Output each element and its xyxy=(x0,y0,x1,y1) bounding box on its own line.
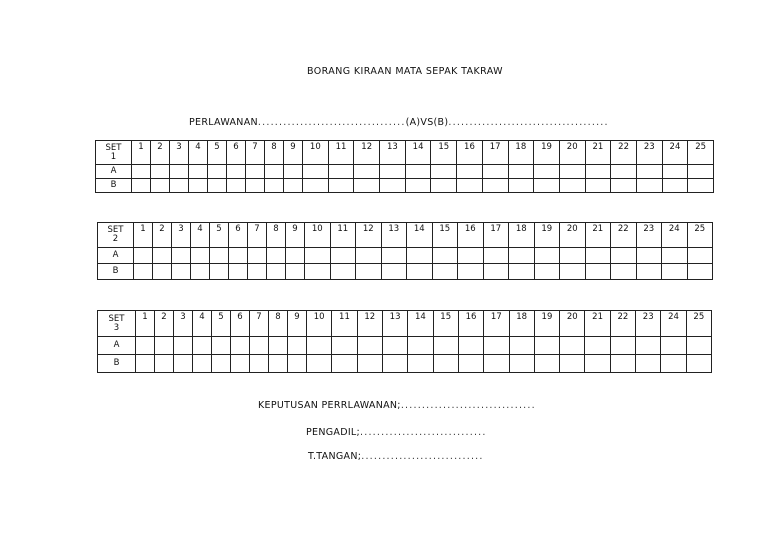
point-number-header: 13 xyxy=(380,141,406,165)
result-label: KEPUTUSAN PERRLAWANAN; xyxy=(258,400,401,411)
team-a-score-cell[interactable] xyxy=(483,248,509,264)
score-table-set-1 xyxy=(95,140,714,193)
team-a-label: A xyxy=(98,248,134,264)
team-a-score-cell[interactable] xyxy=(509,337,534,355)
team-a-score-cell[interactable] xyxy=(585,248,611,264)
score-table-set-3 xyxy=(97,310,712,373)
team-a-score-cell[interactable] xyxy=(265,165,284,179)
team-a-score-cell[interactable] xyxy=(534,165,560,179)
point-number-header: 17 xyxy=(482,141,508,165)
team-b-score-cell[interactable] xyxy=(288,355,307,373)
point-number-header: 1 xyxy=(136,311,155,337)
match-team-a-blank[interactable]: ................................... xyxy=(257,117,406,128)
team-a-score-cell[interactable] xyxy=(193,337,212,355)
point-number-header: 4 xyxy=(191,223,210,248)
team-a-score-cell[interactable] xyxy=(560,337,585,355)
team-b-score-cell[interactable] xyxy=(174,355,193,373)
point-number-header: 15 xyxy=(433,311,458,337)
point-number-header: 5 xyxy=(210,223,229,248)
team-a-score-cell[interactable] xyxy=(508,165,534,179)
team-b-score-cell[interactable] xyxy=(534,355,559,373)
team-b-score-cell[interactable] xyxy=(284,179,303,193)
team-a-row xyxy=(96,165,714,179)
team-a-score-cell[interactable] xyxy=(662,248,688,264)
point-number-header: 1 xyxy=(134,223,153,248)
point-number-header: 10 xyxy=(303,141,329,165)
team-a-score-cell[interactable] xyxy=(458,337,483,355)
team-a-score-cell[interactable] xyxy=(332,337,357,355)
point-number-header: 9 xyxy=(286,223,305,248)
team-b-score-cell[interactable] xyxy=(484,355,509,373)
point-number-header: 13 xyxy=(382,311,407,337)
point-number-header: 14 xyxy=(407,223,433,248)
team-b-row xyxy=(98,264,713,280)
team-b-score-cell[interactable] xyxy=(458,264,484,280)
result-blank[interactable]: ................................ xyxy=(400,400,536,411)
team-a-score-cell[interactable] xyxy=(611,165,637,179)
team-b-score-cell[interactable] xyxy=(229,264,248,280)
point-number-header: 6 xyxy=(229,223,248,248)
team-b-score-cell[interactable] xyxy=(246,179,265,193)
team-b-score-cell[interactable] xyxy=(482,179,508,193)
team-a-score-cell[interactable] xyxy=(267,248,286,264)
team-a-score-cell[interactable] xyxy=(189,165,208,179)
team-b-score-cell[interactable] xyxy=(405,179,431,193)
team-a-score-cell[interactable] xyxy=(246,165,265,179)
team-a-score-cell[interactable] xyxy=(560,248,586,264)
set-number: 1 xyxy=(110,151,117,162)
team-b-score-cell[interactable] xyxy=(248,264,267,280)
team-b-score-cell[interactable] xyxy=(269,355,288,373)
point-number-header: 4 xyxy=(193,311,212,337)
point-number-header: 7 xyxy=(246,141,265,165)
point-number-header: 15 xyxy=(431,141,457,165)
team-b-score-cell[interactable] xyxy=(433,355,458,373)
point-number-header: 3 xyxy=(170,141,189,165)
team-a-score-cell[interactable] xyxy=(328,165,354,179)
point-number-header: 16 xyxy=(458,311,483,337)
team-a-score-cell[interactable] xyxy=(174,337,193,355)
team-a-score-cell[interactable] xyxy=(151,165,170,179)
point-number-header: 6 xyxy=(227,141,246,165)
team-a-score-cell[interactable] xyxy=(288,337,307,355)
team-a-score-cell[interactable] xyxy=(227,165,246,179)
referee-label: PENGADIL; xyxy=(306,427,361,438)
team-b-label: B xyxy=(96,179,132,193)
set-label-cell xyxy=(98,311,136,337)
team-b-score-cell[interactable] xyxy=(509,355,534,373)
team-a-score-cell[interactable] xyxy=(354,165,380,179)
team-b-score-cell[interactable] xyxy=(227,179,246,193)
team-a-score-cell[interactable] xyxy=(381,248,407,264)
point-number-header: 3 xyxy=(174,311,193,337)
point-number-header: 21 xyxy=(585,223,611,248)
team-a-score-cell[interactable] xyxy=(250,337,269,355)
point-number-header: 23 xyxy=(636,223,662,248)
team-a-score-cell[interactable] xyxy=(482,165,508,179)
team-a-score-cell[interactable] xyxy=(303,165,329,179)
point-number-header: 8 xyxy=(267,223,286,248)
point-number-header: 15 xyxy=(432,223,458,248)
referee-line xyxy=(306,427,487,438)
point-number-header: 7 xyxy=(248,223,267,248)
team-b-score-cell[interactable] xyxy=(686,355,711,373)
team-a-score-cell[interactable] xyxy=(191,248,210,264)
team-b-score-cell[interactable] xyxy=(687,264,713,280)
team-b-score-cell[interactable] xyxy=(307,355,332,373)
team-b-score-cell[interactable] xyxy=(662,179,688,193)
team-a-score-cell[interactable] xyxy=(687,248,713,264)
point-number-header: 17 xyxy=(484,311,509,337)
score-table-set-2 xyxy=(97,222,713,280)
signature-label: T.TANGAN; xyxy=(308,451,362,462)
team-b-score-cell[interactable] xyxy=(585,179,611,193)
team-b-score-cell[interactable] xyxy=(155,355,174,373)
set-label-cell xyxy=(96,141,132,165)
team-b-score-cell[interactable] xyxy=(585,355,610,373)
team-b-score-cell[interactable] xyxy=(534,179,560,193)
team-b-label: B xyxy=(98,264,134,280)
match-vs-text: (A)VS(B) xyxy=(405,117,449,128)
team-b-score-cell[interactable] xyxy=(636,355,661,373)
team-a-score-cell[interactable] xyxy=(407,248,433,264)
team-a-score-cell[interactable] xyxy=(229,248,248,264)
point-number-header: 18 xyxy=(509,223,535,248)
point-number-header: 16 xyxy=(458,223,484,248)
point-number-header: 3 xyxy=(172,223,191,248)
team-a-score-cell[interactable] xyxy=(356,248,382,264)
team-b-score-cell[interactable] xyxy=(330,264,356,280)
point-number-header: 11 xyxy=(330,223,356,248)
point-number-header: 6 xyxy=(231,311,250,337)
team-b-score-cell[interactable] xyxy=(636,179,662,193)
team-b-score-cell[interactable] xyxy=(382,355,407,373)
team-b-score-cell[interactable] xyxy=(431,179,457,193)
team-b-score-cell[interactable] xyxy=(172,264,191,280)
team-b-score-cell[interactable] xyxy=(381,264,407,280)
team-a-label: A xyxy=(98,337,136,355)
team-a-score-cell[interactable] xyxy=(509,248,535,264)
point-number-header: 12 xyxy=(356,223,382,248)
set-label: SET xyxy=(105,142,122,153)
team-a-score-cell[interactable] xyxy=(380,165,406,179)
team-b-score-cell[interactable] xyxy=(153,264,172,280)
team-b-score-cell[interactable] xyxy=(559,179,585,193)
team-b-score-cell[interactable] xyxy=(483,264,509,280)
team-a-score-cell[interactable] xyxy=(662,165,688,179)
point-number-header: 18 xyxy=(508,141,534,165)
team-b-score-cell[interactable] xyxy=(191,264,210,280)
point-number-header: 10 xyxy=(305,223,331,248)
point-number-header: 21 xyxy=(585,141,611,165)
point-number-header: 4 xyxy=(189,141,208,165)
match-team-b-blank[interactable]: ...................................... xyxy=(448,117,609,128)
set-number: 2 xyxy=(112,234,119,244)
team-a-score-cell[interactable] xyxy=(248,248,267,264)
team-a-score-cell[interactable] xyxy=(686,337,711,355)
team-b-score-cell[interactable] xyxy=(208,179,227,193)
team-b-score-cell[interactable] xyxy=(328,179,354,193)
team-b-score-cell[interactable] xyxy=(305,264,331,280)
point-number-header: 23 xyxy=(636,311,661,337)
team-b-label: B xyxy=(98,355,136,373)
team-b-score-cell[interactable] xyxy=(231,355,250,373)
team-b-score-cell[interactable] xyxy=(265,179,284,193)
form-title: BORANG KIRAAN MATA SEPAK TAKRAW xyxy=(307,66,503,77)
point-number-header: 24 xyxy=(661,311,686,337)
team-a-row xyxy=(98,248,713,264)
point-number-header: 11 xyxy=(332,311,357,337)
point-number-header: 16 xyxy=(457,141,483,165)
team-b-score-cell[interactable] xyxy=(534,264,560,280)
team-a-score-cell[interactable] xyxy=(170,165,189,179)
team-b-score-cell[interactable] xyxy=(193,355,212,373)
team-b-row xyxy=(96,179,714,193)
team-a-score-cell[interactable] xyxy=(153,248,172,264)
point-number-header: 7 xyxy=(250,311,269,337)
team-a-score-cell[interactable] xyxy=(136,337,155,355)
team-b-score-cell[interactable] xyxy=(560,264,586,280)
team-a-score-cell[interactable] xyxy=(210,248,229,264)
team-a-score-cell[interactable] xyxy=(284,165,303,179)
point-number-header: 2 xyxy=(155,311,174,337)
point-number-header: 12 xyxy=(354,141,380,165)
team-a-score-cell[interactable] xyxy=(382,337,407,355)
team-a-score-cell[interactable] xyxy=(610,337,635,355)
set-label: SET xyxy=(108,313,125,324)
point-number-header: 20 xyxy=(560,311,585,337)
team-b-score-cell[interactable] xyxy=(210,264,229,280)
team-b-score-cell[interactable] xyxy=(611,264,637,280)
team-b-score-cell[interactable] xyxy=(136,355,155,373)
team-a-score-cell[interactable] xyxy=(357,337,382,355)
team-b-score-cell[interactable] xyxy=(303,179,329,193)
team-b-score-cell[interactable] xyxy=(458,355,483,373)
team-b-score-cell[interactable] xyxy=(151,179,170,193)
point-number-header: 19 xyxy=(534,223,560,248)
point-number-header: 17 xyxy=(483,223,509,248)
point-number-header: 24 xyxy=(662,223,688,248)
point-number-header: 19 xyxy=(534,141,560,165)
team-a-score-cell[interactable] xyxy=(208,165,227,179)
team-a-score-cell[interactable] xyxy=(688,165,714,179)
set-label: SET xyxy=(107,225,124,235)
team-b-score-cell[interactable] xyxy=(332,355,357,373)
team-b-score-cell[interactable] xyxy=(380,179,406,193)
point-number-header: 5 xyxy=(212,311,231,337)
team-b-score-cell[interactable] xyxy=(432,264,458,280)
team-a-label: A xyxy=(96,165,132,179)
team-b-score-cell[interactable] xyxy=(688,179,714,193)
team-b-score-cell[interactable] xyxy=(356,264,382,280)
referee-blank[interactable]: .............................. xyxy=(360,427,487,438)
team-b-score-cell[interactable] xyxy=(132,179,151,193)
team-a-score-cell[interactable] xyxy=(458,248,484,264)
point-number-header: 22 xyxy=(611,223,637,248)
team-b-score-cell[interactable] xyxy=(189,179,208,193)
team-b-score-cell[interactable] xyxy=(134,264,153,280)
team-a-score-cell[interactable] xyxy=(408,337,433,355)
point-number-header: 8 xyxy=(265,141,284,165)
team-a-score-cell[interactable] xyxy=(559,165,585,179)
team-b-score-cell[interactable] xyxy=(662,264,688,280)
set-number: 3 xyxy=(113,322,120,333)
point-number-header: 2 xyxy=(153,223,172,248)
team-b-score-cell[interactable] xyxy=(610,355,635,373)
team-b-score-cell[interactable] xyxy=(560,355,585,373)
team-a-score-cell[interactable] xyxy=(661,337,686,355)
team-a-score-cell[interactable] xyxy=(534,248,560,264)
point-number-header: 22 xyxy=(611,141,637,165)
match-label: PERLAWANAN xyxy=(189,117,258,128)
point-number-header: 8 xyxy=(269,311,288,337)
point-number-header: 9 xyxy=(288,311,307,337)
team-b-score-cell[interactable] xyxy=(508,179,534,193)
team-b-score-cell[interactable] xyxy=(611,179,637,193)
point-number-header: 14 xyxy=(405,141,431,165)
team-b-score-cell[interactable] xyxy=(585,264,611,280)
team-a-score-cell[interactable] xyxy=(172,248,191,264)
point-number-header: 11 xyxy=(328,141,354,165)
point-number-header: 23 xyxy=(636,141,662,165)
team-a-score-cell[interactable] xyxy=(534,337,559,355)
team-a-score-cell[interactable] xyxy=(431,165,457,179)
team-a-score-cell[interactable] xyxy=(457,165,483,179)
team-a-score-cell[interactable] xyxy=(231,337,250,355)
team-b-score-cell[interactable] xyxy=(170,179,189,193)
point-number-header: 25 xyxy=(686,311,711,337)
team-a-score-cell[interactable] xyxy=(432,248,458,264)
point-number-header: 9 xyxy=(284,141,303,165)
team-b-score-cell[interactable] xyxy=(286,264,305,280)
team-a-score-cell[interactable] xyxy=(636,165,662,179)
team-b-score-cell[interactable] xyxy=(509,264,535,280)
point-number-header: 13 xyxy=(381,223,407,248)
point-number-header: 2 xyxy=(151,141,170,165)
team-b-score-cell[interactable] xyxy=(661,355,686,373)
team-a-score-cell[interactable] xyxy=(269,337,288,355)
team-a-score-cell[interactable] xyxy=(286,248,305,264)
team-a-score-cell[interactable] xyxy=(330,248,356,264)
point-number-header: 12 xyxy=(357,311,382,337)
team-b-score-cell[interactable] xyxy=(357,355,382,373)
set-label-cell xyxy=(98,223,134,248)
point-number-header: 20 xyxy=(559,141,585,165)
team-b-score-cell[interactable] xyxy=(250,355,269,373)
team-b-score-cell[interactable] xyxy=(407,264,433,280)
team-a-score-cell[interactable] xyxy=(132,165,151,179)
team-a-score-cell[interactable] xyxy=(307,337,332,355)
team-b-score-cell[interactable] xyxy=(212,355,231,373)
team-a-score-cell[interactable] xyxy=(155,337,174,355)
team-a-score-cell[interactable] xyxy=(212,337,231,355)
point-number-header: 5 xyxy=(208,141,227,165)
point-number-header: 14 xyxy=(408,311,433,337)
team-a-row xyxy=(98,337,712,355)
point-number-header: 18 xyxy=(509,311,534,337)
point-number-header: 20 xyxy=(560,223,586,248)
team-a-score-cell[interactable] xyxy=(636,248,662,264)
point-number-header: 25 xyxy=(687,223,713,248)
team-b-row xyxy=(98,355,712,373)
team-a-score-cell[interactable] xyxy=(305,248,331,264)
team-a-score-cell[interactable] xyxy=(405,165,431,179)
team-b-score-cell[interactable] xyxy=(354,179,380,193)
team-b-score-cell[interactable] xyxy=(267,264,286,280)
team-a-score-cell[interactable] xyxy=(484,337,509,355)
point-number-header: 24 xyxy=(662,141,688,165)
point-number-header: 19 xyxy=(534,311,559,337)
point-number-header: 25 xyxy=(688,141,714,165)
point-number-header: 22 xyxy=(610,311,635,337)
match-line xyxy=(189,117,609,128)
team-b-score-cell[interactable] xyxy=(636,264,662,280)
team-b-score-cell[interactable] xyxy=(457,179,483,193)
team-a-score-cell[interactable] xyxy=(433,337,458,355)
point-number-header: 21 xyxy=(585,311,610,337)
team-a-score-cell[interactable] xyxy=(636,337,661,355)
signature-blank[interactable]: ............................. xyxy=(361,451,484,462)
team-a-score-cell[interactable] xyxy=(585,165,611,179)
point-number-header: 1 xyxy=(132,141,151,165)
result-line xyxy=(258,400,536,411)
team-a-score-cell[interactable] xyxy=(134,248,153,264)
signature-line xyxy=(308,451,484,462)
point-number-header: 10 xyxy=(307,311,332,337)
team-a-score-cell[interactable] xyxy=(611,248,637,264)
team-b-score-cell[interactable] xyxy=(408,355,433,373)
team-a-score-cell[interactable] xyxy=(585,337,610,355)
